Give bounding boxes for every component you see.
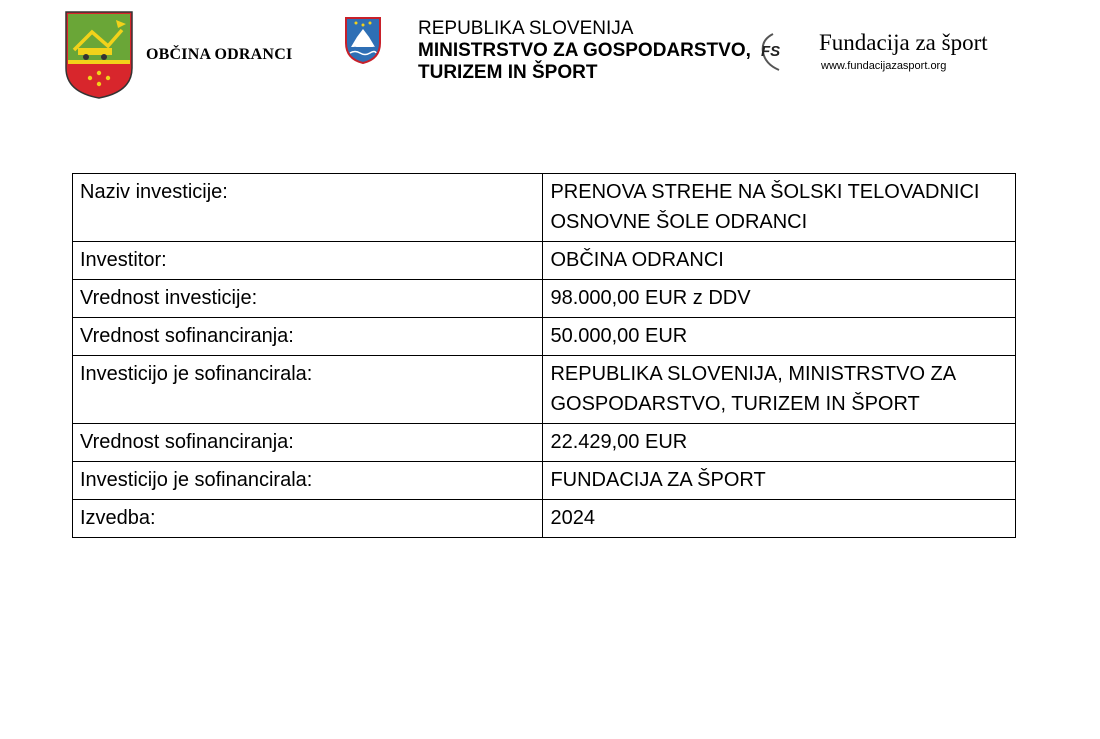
table-row (73, 280, 1016, 318)
slovenia-coat-of-arms-icon (343, 15, 383, 65)
row-value: 50.000,00 EUR (543, 318, 1016, 356)
row-label: Vrednost investicije: (73, 280, 543, 318)
ministry-name (418, 18, 751, 84)
table-row (73, 318, 1016, 356)
row-label: Izvedba: (73, 500, 543, 538)
table-row (73, 242, 1016, 280)
table-row (73, 462, 1016, 500)
row-value: PRENOVA STREHE NA ŠOLSKI TELOVADNICI OSNOVNE ŠOLE ODRANCI (543, 174, 1016, 242)
header (0, 0, 1100, 110)
row-label: Vrednost sofinanciranja: (73, 318, 543, 356)
table-row (73, 500, 1016, 538)
table-row (73, 174, 1016, 242)
investment-info-table (72, 173, 1016, 538)
ministry-line-3: TURIZEM IN ŠPORT (418, 62, 598, 83)
row-label: Vrednost sofinanciranja: (73, 424, 543, 462)
table-row (73, 356, 1016, 424)
ministry-line-1: REPUBLIKA SLOVENIJA (418, 18, 634, 39)
row-value: OBČINA ODRANCI (543, 242, 1016, 280)
row-value: 98.000,00 EUR z DDV (543, 280, 1016, 318)
municipality-crest-icon (64, 10, 134, 100)
row-value: FUNDACIJA ZA ŠPORT (543, 462, 1016, 500)
row-label: Investitor: (73, 242, 543, 280)
foundation-url: www.fundacijazasport.org (821, 60, 947, 72)
foundation-logo-icon (757, 30, 795, 74)
row-value: REPUBLIKA SLOVENIJA, MINISTRSTVO ZA GOSPODARSTVO, TURIZEM IN ŠPORT (543, 356, 1016, 424)
ministry-line-2: MINISTRSTVO ZA GOSPODARSTVO, (418, 40, 751, 61)
row-label: Investicijo je sofinancirala: (73, 462, 543, 500)
row-label: Investicijo je sofinancirala: (73, 356, 543, 424)
row-label: Naziv investicije: (73, 174, 543, 242)
row-value: 2024 (543, 500, 1016, 538)
svg-text:FS: FS (761, 43, 781, 60)
municipality-name: OBČINA ODRANCI (146, 46, 293, 63)
foundation-title: Fundacija za šport (819, 30, 988, 55)
row-value: 22.429,00 EUR (543, 424, 1016, 462)
table-row (73, 424, 1016, 462)
